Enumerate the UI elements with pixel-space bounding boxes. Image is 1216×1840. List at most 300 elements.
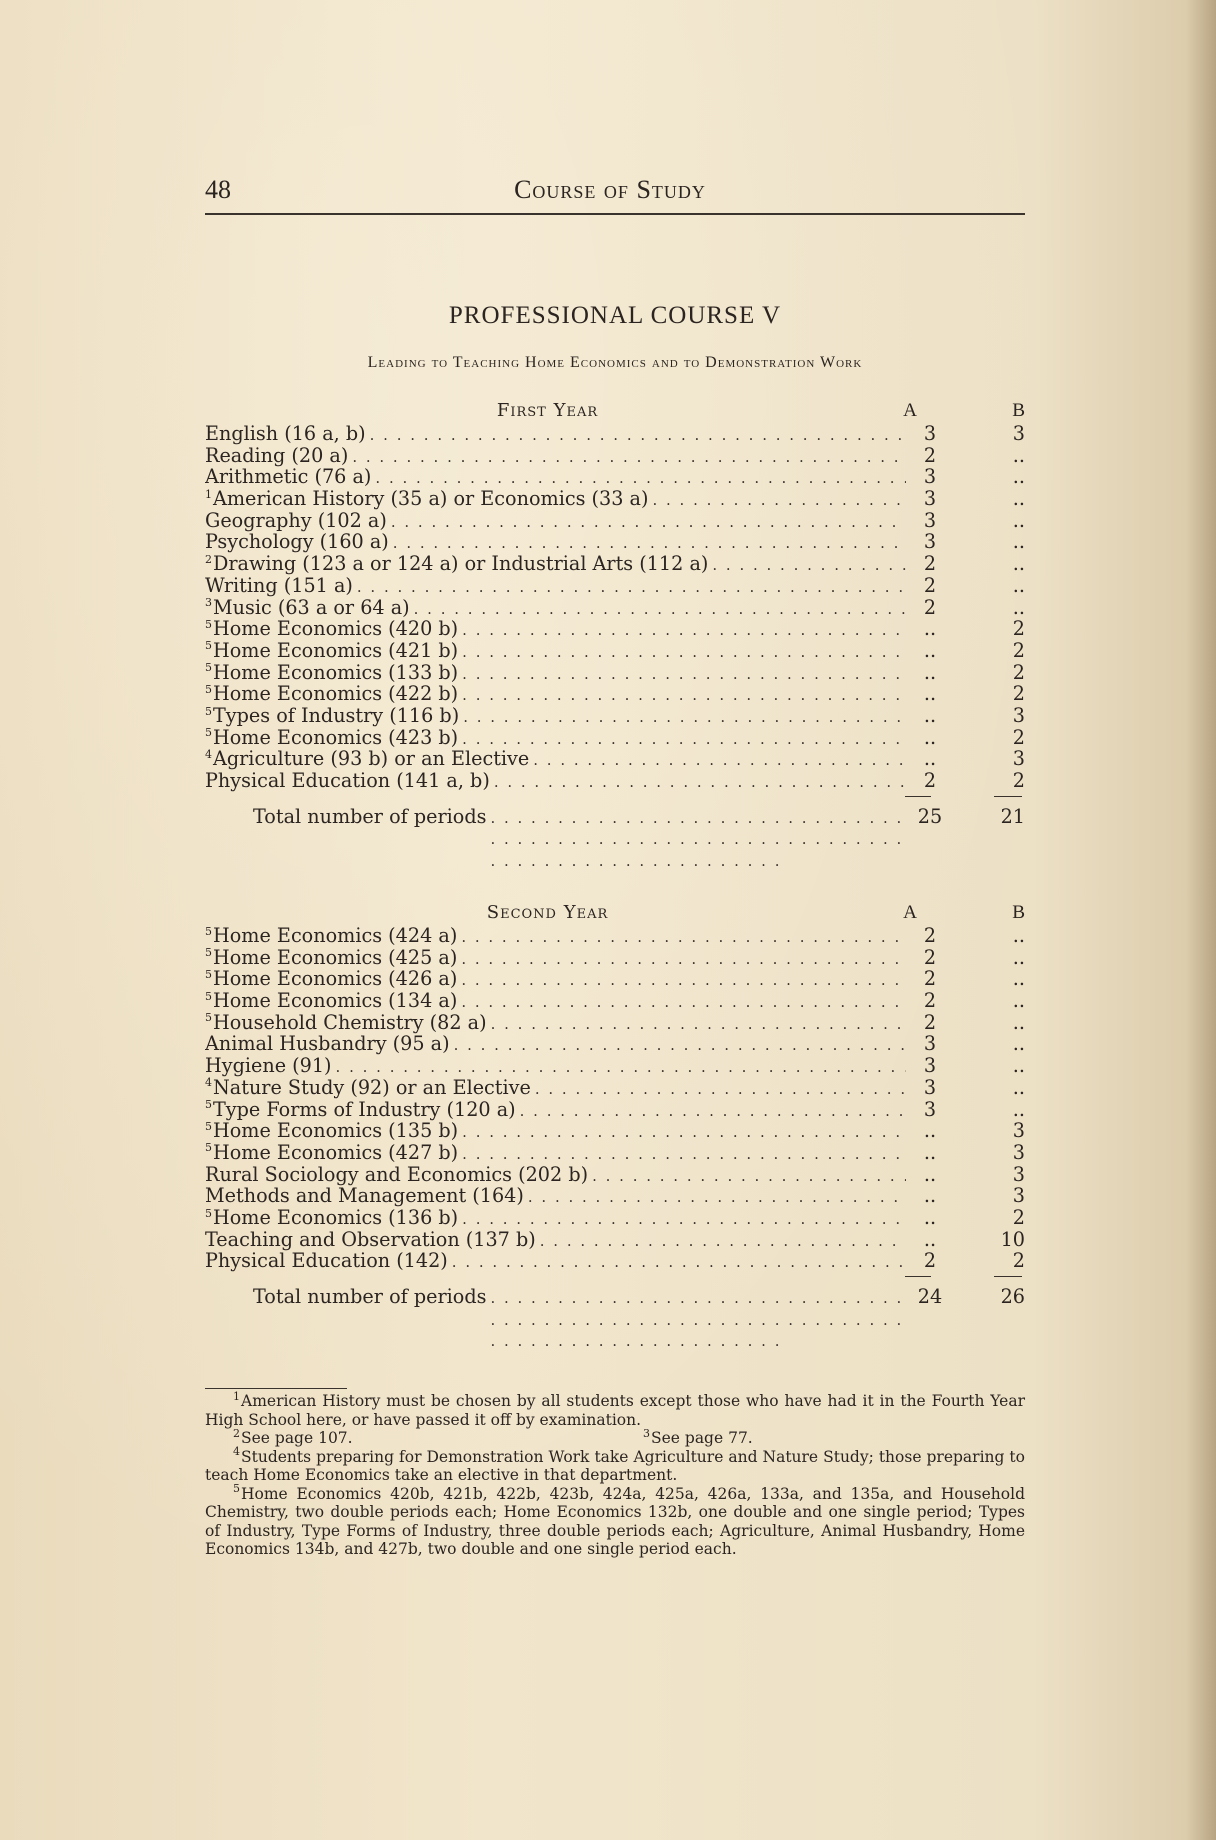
leader-dots <box>370 425 906 447</box>
leader-dots <box>357 577 906 599</box>
footnote-marker: 5 <box>205 704 212 718</box>
course-subject <box>205 531 910 555</box>
second-year-title: Second Year <box>486 902 609 923</box>
course-subject <box>205 1077 910 1101</box>
footnote-5 <box>205 1482 1025 1559</box>
periods-col-a: 2 <box>923 595 937 619</box>
footnote-1-text: American History must be chosen by all students except those who have had it in the Fourth Year High School here, or have passed it off by examination. <box>205 1392 1025 1429</box>
footnote-2 <box>205 1426 615 1448</box>
periods-col-b: .. <box>1012 530 1025 554</box>
leader-dots <box>461 949 906 971</box>
course-subject-text: Household Chemistry (82 a) <box>213 1011 487 1034</box>
periods-col-a: 2 <box>923 1010 937 1034</box>
course-subject-label <box>205 531 389 553</box>
periods-col-b: 2 <box>1012 617 1025 641</box>
course-subject-text: English (16 a, b) <box>205 423 366 445</box>
periods-col-b: .. <box>1012 967 1025 991</box>
leader-dots <box>461 927 906 949</box>
course-row <box>205 531 1025 553</box>
course-row <box>205 925 1025 947</box>
footnote-marker: 2 <box>205 553 212 566</box>
course-row <box>205 618 1025 640</box>
periods-col-a: 3 <box>923 1075 937 1099</box>
course-subject <box>205 770 910 794</box>
course-subject-text: Methods and Management (164) <box>205 1185 524 1208</box>
periods-col-b: 2 <box>1012 638 1025 662</box>
course-subject-text: Home Economics (425 a) <box>213 946 458 969</box>
footnote-marker: 5 <box>205 661 212 675</box>
course-subject-text: Physical Education (141 a, b) <box>205 770 490 792</box>
periods-col-a: .. <box>923 725 937 749</box>
course-row <box>205 1250 1025 1272</box>
first-year-total <box>205 806 910 873</box>
course-subject-text: Home Economics (133 b) <box>213 661 459 684</box>
course-subject-text: Types of Industry (116 b) <box>213 704 460 727</box>
leader-dots <box>528 1187 906 1209</box>
first-year-rows <box>205 423 1025 792</box>
course-subject-label <box>205 1142 458 1164</box>
first-year-heading <box>205 400 1025 423</box>
periods-col-a: .. <box>923 703 937 727</box>
second-year-total-rules <box>205 1272 1025 1286</box>
periods-col-b: 10 <box>1000 1227 1025 1251</box>
leader-dots <box>490 1288 906 1353</box>
periods-col-a: 2 <box>923 924 937 947</box>
course-subject-text: Drawing (123 a or 124 a) or Industrial Arts (112 a) <box>213 553 709 576</box>
second-year-rows <box>205 925 1025 1272</box>
course-subject-text: Physical Education (142) <box>205 1250 448 1273</box>
course-subject-text: Animal Husbandry (95 a) <box>205 1033 450 1056</box>
footnote-4 <box>205 1445 1025 1485</box>
leader-dots <box>352 447 906 469</box>
leader-dots <box>375 468 906 490</box>
periods-col-b: .. <box>1012 1097 1025 1121</box>
periods-col-b: .. <box>1012 465 1025 489</box>
periods-col-b: .. <box>1012 1010 1025 1034</box>
course-subject <box>205 488 910 512</box>
course-subject <box>205 1099 910 1123</box>
periods-col-a: 3 <box>923 530 937 554</box>
periods-col-b: .. <box>1012 487 1025 511</box>
second-year-total-row <box>205 1286 1025 1316</box>
course-row <box>205 1185 1025 1207</box>
periods-col-a: .. <box>923 1227 937 1251</box>
periods-col-a: 3 <box>923 465 937 489</box>
course-subject-text: Teaching and Observation (137 b) <box>205 1228 536 1251</box>
course-row <box>205 488 1025 510</box>
course-subject <box>205 445 910 469</box>
course-subject-text: Home Economics (420 b) <box>213 618 459 641</box>
periods-col-a: 2 <box>923 573 937 597</box>
footnote-marker: 4 <box>205 748 212 761</box>
course-subject-text: Agriculture (93 b) or an Elective <box>213 748 530 771</box>
course-row <box>205 423 1025 445</box>
footnote-marker: 5 <box>205 1098 212 1112</box>
course-subject-label <box>205 727 458 749</box>
periods-col-b: .. <box>1012 989 1025 1013</box>
footnote-marker: 5 <box>205 968 212 981</box>
periods-col-b: .. <box>1012 1032 1025 1056</box>
leader-dots <box>452 1252 906 1274</box>
leader-dots <box>462 729 906 751</box>
course-subject <box>205 510 910 534</box>
course-subject-label <box>205 770 490 792</box>
course-subject-label <box>205 640 458 662</box>
page-header <box>205 175 1025 205</box>
course-subject-text: Nature Study (92) or an Elective <box>213 1076 531 1099</box>
course-row <box>205 1229 1025 1251</box>
course-subject-text: Home Economics (421 b) <box>213 639 459 662</box>
course-row <box>205 1077 1025 1099</box>
footnote-marker: 2 <box>233 1426 240 1440</box>
course-title: PROFESSIONAL COURSE V <box>448 302 782 329</box>
course-subject-label <box>205 1164 588 1186</box>
course-subject-text: Home Economics (134 a) <box>213 990 458 1013</box>
periods-col-b: .. <box>1012 508 1025 532</box>
periods-col-b: 3 <box>1012 1184 1025 1208</box>
course-subject-text: Arithmetic (76 a) <box>205 466 372 489</box>
periods-col-a: .. <box>923 1119 937 1143</box>
course-subject <box>205 618 910 642</box>
course-subject <box>205 662 910 686</box>
course-subject-text: Reading (20 a) <box>205 444 349 467</box>
course-row <box>205 553 1025 575</box>
course-subject-text: Home Economics (426 a) <box>213 968 458 991</box>
leader-dots <box>533 750 906 772</box>
leader-dots <box>491 1014 906 1036</box>
course-row <box>205 1120 1025 1142</box>
course-row <box>205 445 1025 467</box>
course-subject <box>205 1142 910 1166</box>
periods-col-b: 2 <box>1012 1205 1025 1229</box>
footnote-marker: 5 <box>205 683 212 696</box>
course-row <box>205 748 1025 770</box>
first-year-col-a: A <box>903 400 917 421</box>
leader-dots <box>535 1079 906 1101</box>
second-year-col-b: B <box>1012 902 1025 923</box>
leader-dots <box>391 512 906 534</box>
course-row <box>205 575 1025 597</box>
course-subject-label <box>205 1099 516 1121</box>
course-subject <box>205 748 910 772</box>
footnote-marker: 3 <box>643 1426 650 1440</box>
periods-col-a: .. <box>923 1205 937 1229</box>
footnote-marker: 5 <box>205 925 212 938</box>
course-subject-label <box>205 1185 524 1207</box>
periods-col-a: .. <box>923 682 937 706</box>
footnote-2-text: See page 107. <box>241 1429 353 1447</box>
first-year-rule-b <box>994 796 1022 797</box>
course-subject <box>205 1185 910 1209</box>
course-row <box>205 1033 1025 1055</box>
course-subject <box>205 947 910 971</box>
second-year-heading <box>205 902 1025 925</box>
periods-col-b: .. <box>1012 924 1025 947</box>
course-subject-label <box>205 947 457 969</box>
leader-dots <box>462 685 906 707</box>
course-subject-label <box>205 1250 448 1272</box>
periods-col-a: 3 <box>923 1032 937 1056</box>
course-subject <box>205 640 910 664</box>
course-row <box>205 770 1025 792</box>
course-subject <box>205 705 910 729</box>
footnote-marker: 5 <box>205 990 212 1003</box>
course-subject-text: Music (63 a or 64 a) <box>213 596 410 619</box>
leader-dots <box>462 1122 906 1144</box>
periods-col-b: .. <box>1012 1075 1025 1099</box>
course-row <box>205 990 1025 1012</box>
footnote-marker: 1 <box>205 488 212 501</box>
leader-dots <box>393 533 906 555</box>
course-row <box>205 727 1025 749</box>
first-year-col-b: B <box>1012 400 1025 421</box>
course-subject-label <box>205 423 366 445</box>
first-year-table <box>205 400 1025 836</box>
course-subject-label <box>205 1207 458 1229</box>
footnote-marker: 5 <box>205 1011 212 1025</box>
periods-col-b: 3 <box>1012 1140 1025 1164</box>
second-year-total <box>205 1286 910 1353</box>
periods-col-a: 3 <box>923 1097 937 1121</box>
periods-col-a: 3 <box>923 487 937 511</box>
footnote-marker: 5 <box>205 946 212 960</box>
footnote-marker: 5 <box>205 1141 212 1155</box>
course-subject <box>205 597 910 621</box>
periods-col-a: 2 <box>923 552 937 576</box>
course-row <box>205 968 1025 990</box>
course-subject-label <box>205 597 410 619</box>
course-subject <box>205 1033 910 1057</box>
first-year-total-row <box>205 806 1025 836</box>
course-subject <box>205 990 910 1014</box>
leader-dots <box>462 664 906 686</box>
course-subject-text: Home Economics (135 b) <box>213 1120 459 1143</box>
course-subject <box>205 683 910 707</box>
course-subject-label <box>205 925 457 947</box>
course-subject <box>205 466 910 490</box>
periods-col-b: .. <box>1012 552 1025 576</box>
leader-dots <box>520 1101 906 1123</box>
leader-dots <box>461 992 906 1014</box>
course-row <box>205 1055 1025 1077</box>
periods-col-b: .. <box>1012 443 1025 467</box>
leader-dots <box>462 1144 906 1166</box>
periods-col-b: 3 <box>1012 703 1025 727</box>
periods-col-a: .. <box>923 1184 937 1208</box>
footnote-marker: 5 <box>205 726 212 740</box>
periods-col-a: .. <box>923 747 937 771</box>
course-subject-label <box>205 705 459 727</box>
course-subject-label <box>205 748 529 770</box>
footnote-marker: 5 <box>233 1482 240 1496</box>
course-subject <box>205 1120 910 1144</box>
course-subject <box>205 727 910 751</box>
first-year-total-a: 25 <box>917 804 943 828</box>
course-row <box>205 1012 1025 1034</box>
periods-col-b: 3 <box>1012 747 1025 771</box>
periods-col-a: .. <box>923 660 937 684</box>
course-row <box>205 597 1025 619</box>
footnotes <box>205 1389 1025 1559</box>
course-subtitle: Leading to Teaching Home Economics and to Demonstration Work <box>367 354 863 371</box>
course-row <box>205 1207 1025 1229</box>
periods-col-a: 2 <box>923 769 937 792</box>
first-year-title: First Year <box>496 400 599 421</box>
footnote-rule <box>205 1388 347 1389</box>
course-row <box>205 683 1025 705</box>
course-subject-label <box>205 1055 332 1077</box>
course-subject-label <box>205 510 387 532</box>
footnote-4-text: Students preparing for Demonstration Work take Agriculture and Nature Study; those preparing to teach Home Economics take an elective in that department. <box>205 1447 1025 1484</box>
course-subject-label <box>205 1033 450 1055</box>
periods-col-a: 3 <box>923 1054 937 1078</box>
footnote-3-text: See page 77. <box>651 1429 753 1447</box>
periods-col-a: .. <box>923 1162 937 1186</box>
course-row <box>205 1099 1025 1121</box>
footnote-marker: 1 <box>233 1389 240 1403</box>
leader-dots <box>592 1166 906 1188</box>
course-subject <box>205 925 910 949</box>
course-row <box>205 466 1025 488</box>
periods-col-b: .. <box>1012 595 1025 619</box>
periods-col-a: .. <box>923 617 937 641</box>
leader-dots <box>540 1231 906 1253</box>
course-subject <box>205 1164 910 1188</box>
page-number: 48 <box>205 175 231 204</box>
periods-col-b: 3 <box>1012 1162 1025 1186</box>
course-subject-label <box>205 683 458 705</box>
course-subject-label <box>205 553 708 575</box>
course-subject-text: Writing (151 a) <box>205 574 353 597</box>
course-subject-label <box>205 968 457 990</box>
leader-dots <box>652 490 906 512</box>
course-row <box>205 510 1025 532</box>
course-subject <box>205 968 910 992</box>
running-head: Course of Study <box>514 175 706 204</box>
footnote-5-text: Home Economics 420b, 421b, 422b, 423b, 424a, 425a, 426a, 133a, and 135a, and Household Chemistry, two double periods each; Home Economics 132b, one double and one single period; Types of Industry, Type Forms of Industry, three double periods each; Agriculture, Animal Husbandry, Home Economics 134b, and 427b, two double and one single period each. <box>205 1484 1025 1558</box>
course-row <box>205 1164 1025 1186</box>
periods-col-b: .. <box>1012 1054 1025 1078</box>
course-subject-label <box>205 990 457 1012</box>
periods-col-b: 3 <box>1012 422 1025 445</box>
periods-col-a: .. <box>923 638 937 662</box>
course-subject-label <box>205 618 458 640</box>
second-year-table <box>205 902 1025 1316</box>
header-rule <box>205 213 1025 215</box>
course-subject-label <box>205 1077 531 1099</box>
course-row <box>205 640 1025 662</box>
periods-col-a: 3 <box>923 508 937 532</box>
footnote-marker: 3 <box>205 596 212 610</box>
footnote-3 <box>615 1426 1025 1448</box>
course-subject <box>205 1250 910 1274</box>
course-subject <box>205 1012 910 1036</box>
course-subject-text: Rural Sociology and Economics (202 b) <box>205 1163 589 1186</box>
first-year-total-b: 21 <box>1000 804 1025 828</box>
periods-col-b: 2 <box>1012 1249 1025 1273</box>
periods-col-a: 2 <box>923 967 937 991</box>
periods-col-b: .. <box>1012 945 1025 969</box>
course-subject-label <box>205 1229 536 1251</box>
course-subject-text: Home Economics (424 a) <box>213 925 458 947</box>
course-subject-label <box>205 1120 458 1142</box>
periods-col-a: .. <box>923 1140 937 1164</box>
footnote-2-3 <box>205 1426 1025 1448</box>
course-subject-text: Home Economics (423 b) <box>213 726 459 749</box>
course-subject <box>205 423 910 447</box>
course-subject <box>205 575 910 599</box>
leader-dots <box>463 707 906 729</box>
second-year-rule-b <box>994 1276 1022 1277</box>
periods-col-a: 2 <box>923 1249 937 1273</box>
course-row <box>205 662 1025 684</box>
course-subject-label <box>205 1012 487 1034</box>
second-year-rule-a <box>905 1276 931 1277</box>
periods-col-a: 2 <box>923 443 937 467</box>
course-subject-text: American History (35 a) or Economics (33 a) <box>213 488 649 511</box>
periods-col-a: 2 <box>923 945 937 969</box>
course-subject <box>205 553 910 577</box>
course-subject <box>205 1229 910 1253</box>
periods-col-b: 2 <box>1012 769 1025 792</box>
course-subject-text: Hygiene (91) <box>205 1055 332 1078</box>
periods-col-b: 2 <box>1012 725 1025 749</box>
course-subject-label <box>205 662 458 684</box>
first-year-rule-a <box>905 796 931 797</box>
footnote-1 <box>205 1389 1025 1429</box>
second-year-total-b: 26 <box>1000 1285 1025 1308</box>
second-year-col-a: A <box>903 902 917 923</box>
leader-dots <box>462 620 906 642</box>
footnote-marker: 5 <box>205 618 212 631</box>
periods-col-b: 2 <box>1012 682 1025 706</box>
course-subject-label <box>205 445 348 467</box>
second-year-total-a: 24 <box>917 1285 943 1308</box>
course-row <box>205 1142 1025 1164</box>
page-edge-shadow <box>1186 0 1216 1840</box>
periods-col-a: 2 <box>923 989 937 1013</box>
course-subject-text: Home Economics (422 b) <box>213 683 459 706</box>
course-subject <box>205 1207 910 1231</box>
periods-col-b: .. <box>1012 573 1025 597</box>
leader-dots <box>712 555 906 577</box>
periods-col-b: 2 <box>1012 660 1025 684</box>
footnote-marker: 5 <box>205 1120 212 1133</box>
course-subject-text: Home Economics (136 b) <box>213 1206 459 1229</box>
course-subject-text: Psychology (160 a) <box>205 531 389 554</box>
course-row <box>205 705 1025 727</box>
footnote-marker: 4 <box>205 1076 212 1090</box>
course-subject-label <box>205 575 353 597</box>
leader-dots <box>462 1209 906 1231</box>
first-year-total-rules <box>205 792 1025 806</box>
course-subject-text: Home Economics (427 b) <box>213 1141 459 1164</box>
periods-col-a: 3 <box>923 422 937 445</box>
footnote-marker: 4 <box>233 1445 240 1459</box>
course-subject-text: Type Forms of Industry (120 a) <box>213 1098 516 1121</box>
leader-dots <box>462 642 906 664</box>
leader-dots <box>454 1035 906 1057</box>
leader-dots <box>490 808 906 873</box>
leader-dots <box>336 1057 906 1079</box>
leader-dots <box>494 772 906 794</box>
footnote-marker: 5 <box>205 639 212 653</box>
periods-col-b: 3 <box>1012 1119 1025 1143</box>
course-subject <box>205 1055 910 1079</box>
second-year-total-label: Total number of periods <box>253 1286 487 1308</box>
course-subject-text: Geography (102 a) <box>205 509 387 532</box>
course-subject-label <box>205 488 648 510</box>
